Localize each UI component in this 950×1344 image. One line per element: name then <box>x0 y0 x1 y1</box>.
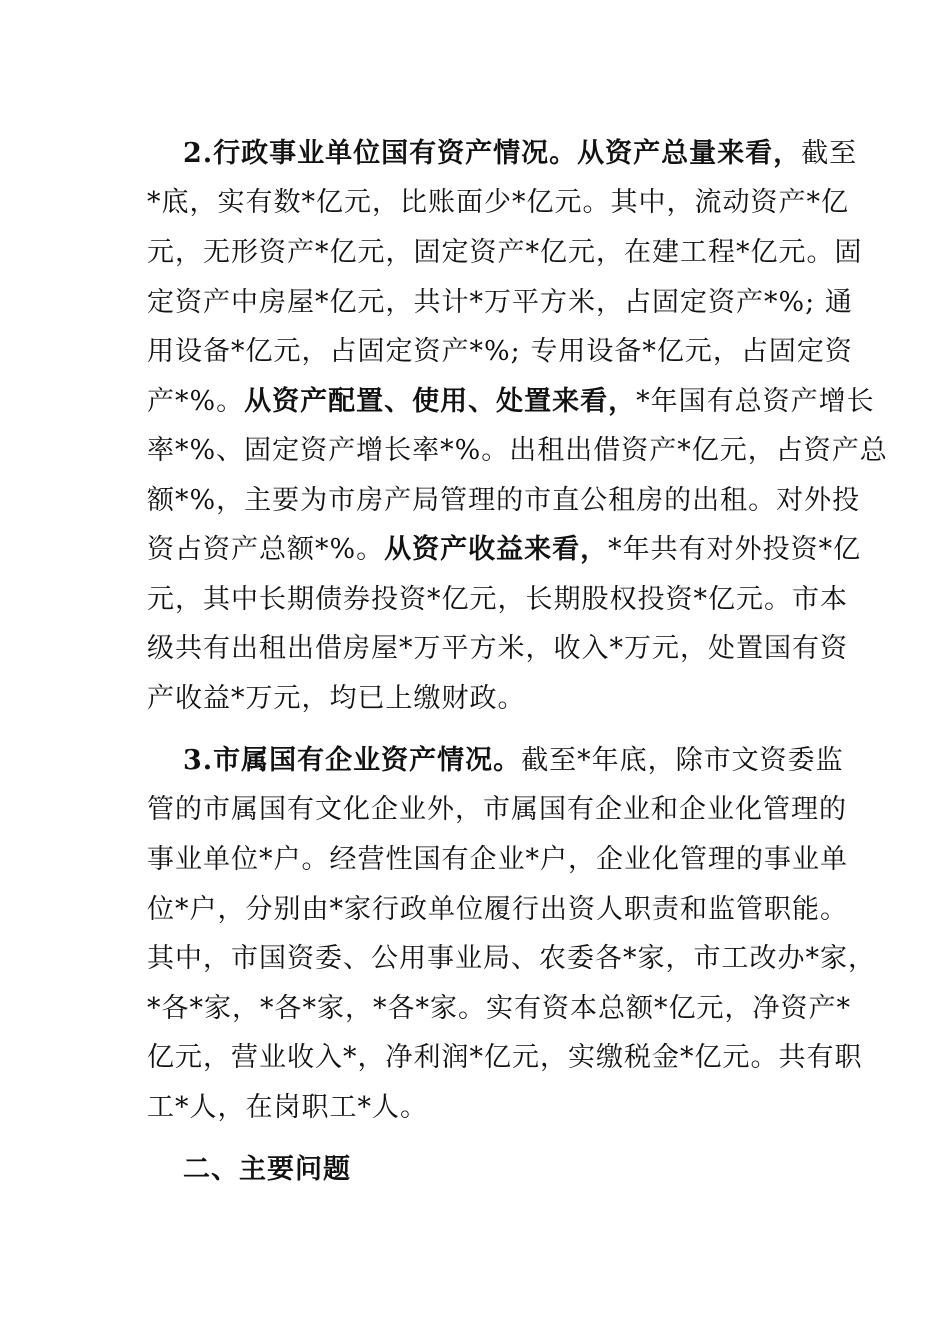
bold-run: 从资产配置、使用、处置来看， <box>244 386 637 417</box>
heading-text: 二、主要问题 <box>183 1154 351 1185</box>
text-line <box>147 583 848 617</box>
bold-run: 2.行政事业单位国有资产情况。从资产总量来看， <box>183 138 802 169</box>
text-run: 产*%。 <box>147 386 245 417</box>
text-line <box>147 484 860 518</box>
text-line <box>147 533 861 567</box>
text-line <box>183 744 844 778</box>
text-run: *年共有对外投资*亿 <box>608 534 862 565</box>
text-line <box>147 793 847 827</box>
text-run: 定资产中房屋*亿元，共计*万平方米，占固定资产*%; 通 <box>147 287 853 318</box>
text-line <box>147 632 848 666</box>
text-run: 亿元，营业收入*，净利润*亿元，实缴税金*亿元。共有职 <box>147 1042 863 1073</box>
text-run: 资占资产总额*%。 <box>147 534 385 565</box>
bold-run: 3.市属国有企业资产情况。 <box>183 745 522 776</box>
text-line <box>147 1041 863 1075</box>
text-run: 其中，市国资委、公用事业局、农委各*家，市工改办*家， <box>147 943 876 974</box>
text-run: 事业单位*户。经营性国有企业*户，企业化管理的事业单 <box>147 844 848 875</box>
text-run: 工*人，在岗职工*人。 <box>147 1092 428 1123</box>
text-run: 率*%、固定资产增长率*%。出租出借资产*亿元，占资产总 <box>147 435 888 466</box>
text-line <box>147 843 848 877</box>
text-line <box>147 893 848 927</box>
text-line <box>147 1091 428 1125</box>
text-run: 截至 <box>801 138 858 169</box>
text-run: 额*%，主要为市房产局管理的市直公租房的出租。对外投 <box>147 485 861 516</box>
text-run: 元，其中长期债券投资*亿元，长期股权投资*亿元。市本 <box>147 584 848 615</box>
text-run: *各*家，*各*家，*各*家。实有资本总额*亿元，净资产* <box>147 993 851 1024</box>
text-run: 用设备*亿元，占固定资产*%; 专用设备*亿元，占固定资 <box>147 336 853 367</box>
text-line <box>147 942 876 976</box>
text-line <box>147 992 851 1026</box>
text-run: *年国有总资产增长 <box>636 386 875 417</box>
text-run: 位*户，分别由*家行政单位履行出资人职责和监管职能。 <box>147 894 848 925</box>
text-line <box>147 682 526 716</box>
text-line <box>147 385 875 419</box>
text-line <box>147 434 888 468</box>
text-line <box>147 236 863 270</box>
text-run: 截至*年底，除市文资委监 <box>521 745 844 776</box>
text-run: 管的市属国有文化企业外，市属国有企业和企业化管理的 <box>147 794 847 825</box>
text-run: 级共有出租出借房屋*万平方米，收入*万元，处置国有资 <box>147 633 848 664</box>
text-run: *底，实有数*亿元，比账面少*亿元。其中，流动资产*亿 <box>147 187 849 218</box>
text-line <box>183 137 857 171</box>
section-heading <box>183 1153 351 1187</box>
text-line <box>147 286 853 320</box>
text-run: 产收益*万元，均已上缴财政。 <box>147 683 526 714</box>
text-run: 元，无形资产*亿元，固定资产*亿元，在建工程*亿元。固 <box>147 237 863 268</box>
bold-run: 从资产收益来看， <box>384 534 609 565</box>
text-line <box>147 335 853 369</box>
text-line <box>147 186 849 220</box>
